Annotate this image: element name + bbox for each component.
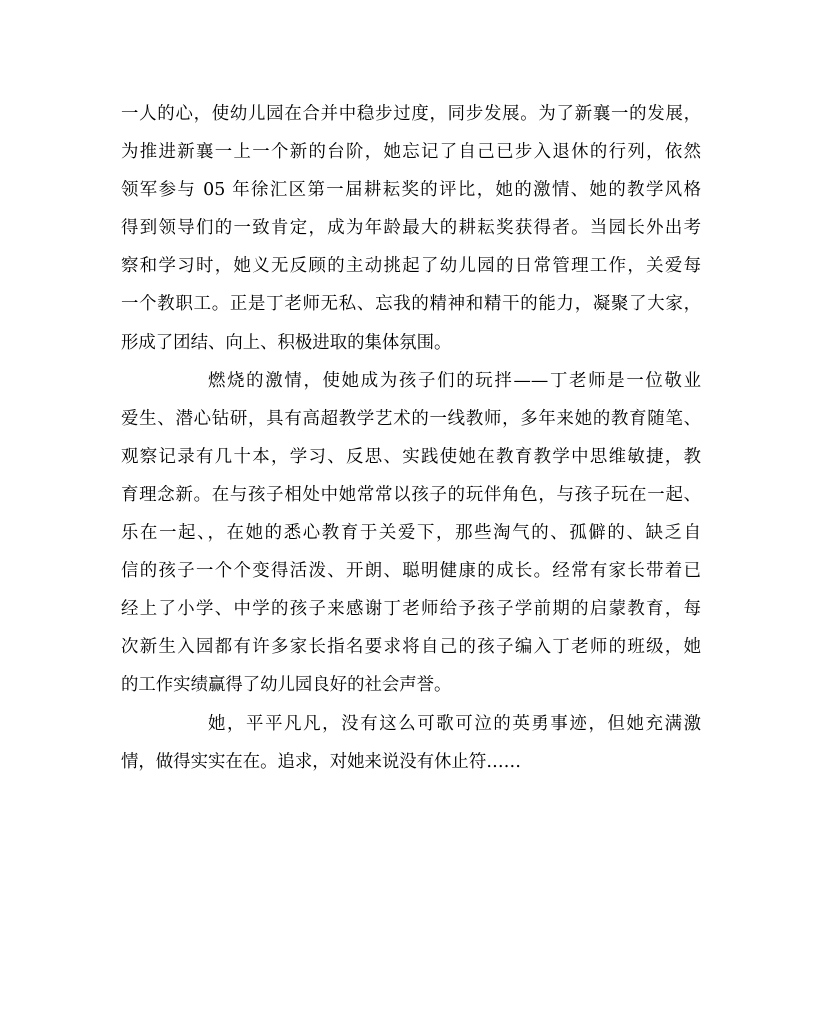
paragraph-1-line: 领军参与 05 年徐汇区第一届耕耘奖的评比，她的激情、她的教学风格 <box>121 180 701 201</box>
paragraph-2-line: 的工作实绩赢得了幼儿园良好的社会声誉。 <box>121 675 452 696</box>
paragraph-1-line: 察和学习时，她义无反顾的主动挑起了幼儿园的日常管理工作，关爱每 <box>121 256 701 277</box>
paragraph-2-line: 燃烧的激情，使她成为孩子们的玩拌——丁老师是一位敬业 <box>208 370 701 391</box>
paragraph-3-line: 她，平平凡凡，没有这么可歌可泣的英勇事迹，但她充满激 <box>208 713 701 734</box>
paragraph-3-line: 情，做得实实在在。追求，对她来说没有休止符…… <box>121 751 521 772</box>
paragraph-2-line: 观察记录有几十本，学习、反思、实践使她在教育教学中思维敏捷，教 <box>121 446 701 467</box>
paragraph-2-line: 经上了小学、中学的孩子来感谢丁老师给予孩子学前期的启蒙教育，每 <box>121 599 701 620</box>
document-body <box>121 95 701 781</box>
paragraph-1-line: 得到领导们的一致肯定，成为年龄最大的耕耘奖获得者。当园长外出考 <box>121 218 701 239</box>
paragraph-2-line: 育理念新。在与孩子相处中她常常以孩子的玩伴角色，与孩子玩在一起、 <box>121 484 701 505</box>
paragraph-1-line: 一人的心，使幼儿园在合并中稳步过度，同步发展。为了新襄一的发展， <box>121 104 701 124</box>
paragraph-2-line: 乐在一起、，在她的悉心教育于关爱下，那些淘气的、孤僻的、缺乏自 <box>121 523 701 544</box>
paragraph-1-line: 为推进新襄一上一个新的台阶，她忘记了自己已步入退休的行列，依然 <box>121 142 701 163</box>
paragraph-1-line: 形成了团结、向上、积极进取的集体氛围。 <box>121 332 452 353</box>
paragraph-2-line: 次新生入园都有许多家长指名要求将自己的孩子编入丁老师的班级，她 <box>121 637 701 658</box>
paragraph-2-line: 爱生、潜心钻研，具有高超教学艺术的一线教师，多年来她的教育随笔、 <box>121 408 701 429</box>
paragraph-1-line: 一个教职工。正是丁老师无私、忘我的精神和精干的能力，凝聚了大家， <box>121 294 701 315</box>
paragraph-2-line: 信的孩子一个个变得活泼、开朗、聪明健康的成长。经常有家长带着已 <box>121 561 701 582</box>
